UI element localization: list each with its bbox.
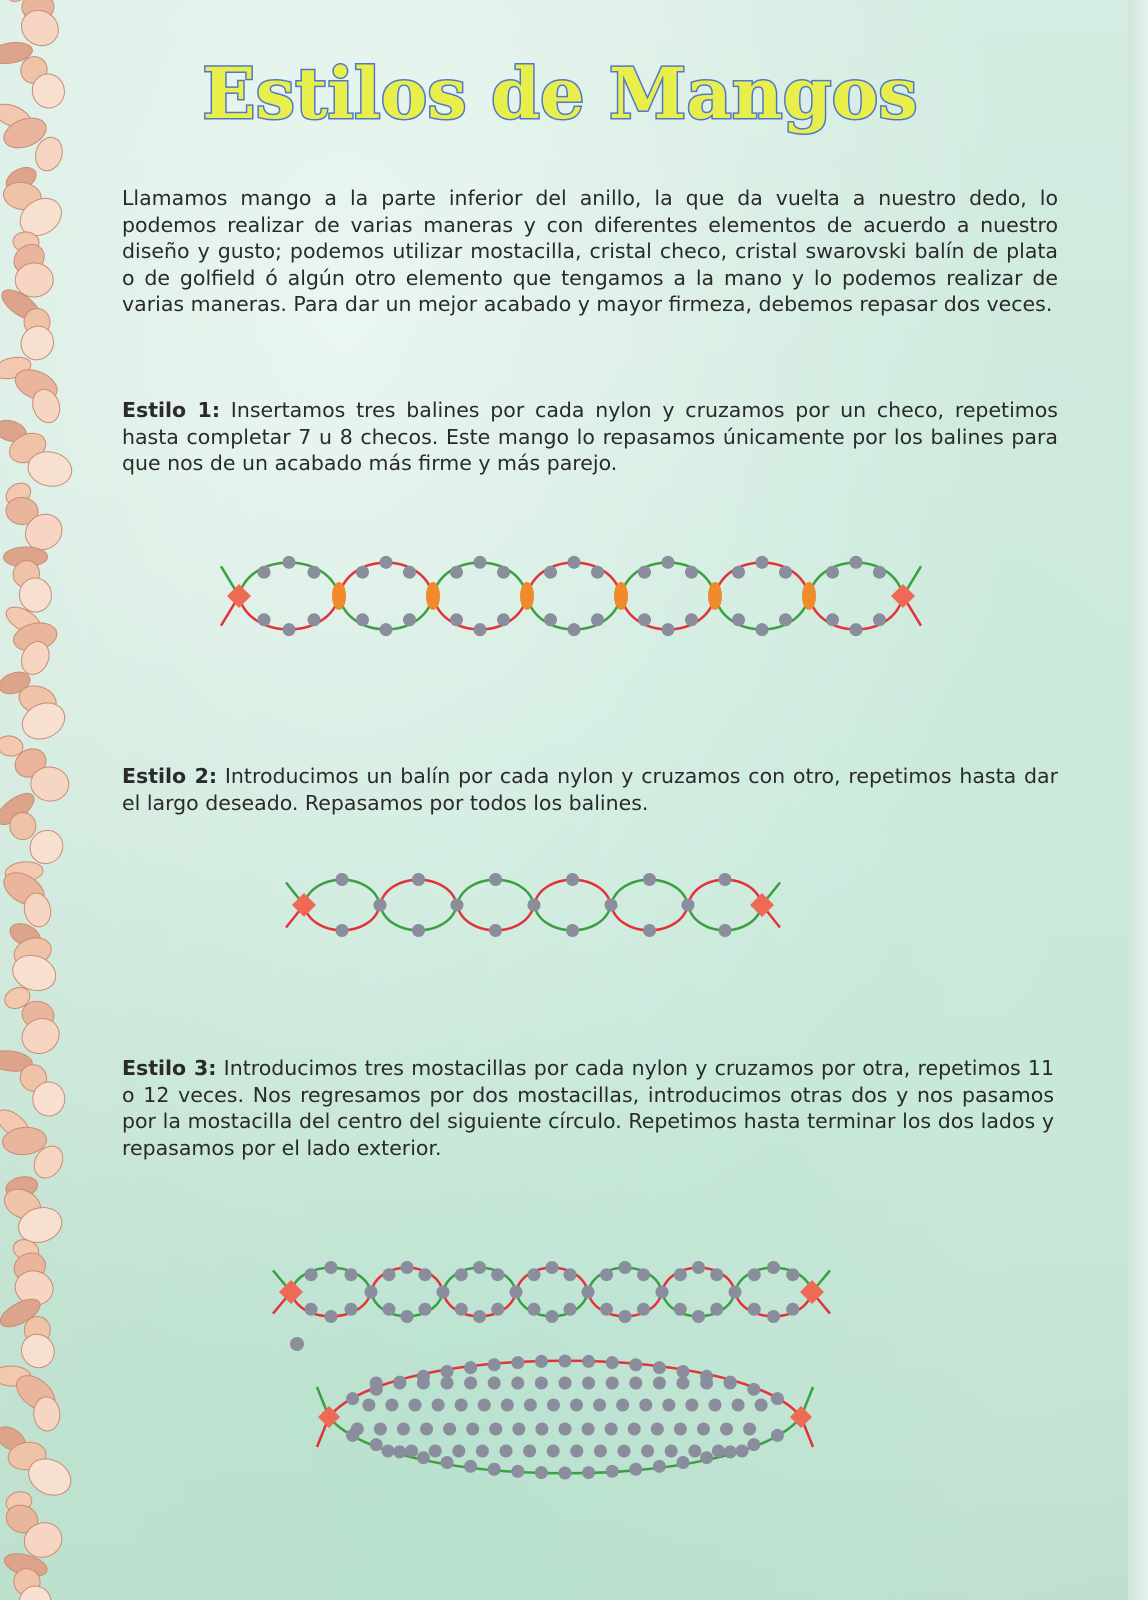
bead <box>401 1310 414 1323</box>
bead <box>512 1423 525 1436</box>
bead <box>677 1377 690 1390</box>
bead <box>464 1377 477 1390</box>
bead <box>345 1303 358 1316</box>
bead <box>403 613 416 626</box>
bead <box>474 623 487 636</box>
bead <box>724 1445 737 1458</box>
bead <box>455 1268 468 1281</box>
bead <box>685 1399 698 1412</box>
bead <box>710 1303 723 1316</box>
bead <box>374 899 387 912</box>
bead <box>755 1399 768 1412</box>
end-crystal <box>292 893 316 917</box>
checo-bead <box>426 582 440 610</box>
bead <box>591 613 604 626</box>
bead <box>786 1268 799 1281</box>
bead <box>606 1465 619 1478</box>
bead <box>464 1460 477 1473</box>
bead <box>405 1445 418 1458</box>
bead <box>600 1268 613 1281</box>
style-3-text: Introducimos tres mostacillas por cada nylon y cruzamos por otra, repetimos 11 o 12 veces. Nos regresamos por dos mostacillas, introducimos otras dos y nos pasamos por la mostacilla del centro del siguiente círculo. Repetimos hasta terminar los dos lados y repasamos por el lado exterior. <box>122 1056 1054 1160</box>
bead <box>651 1423 664 1436</box>
bead <box>441 1377 454 1390</box>
bead <box>700 1451 713 1464</box>
bead <box>290 1337 304 1351</box>
bead <box>692 1261 705 1274</box>
bead <box>616 1399 629 1412</box>
bead <box>582 1377 595 1390</box>
bead <box>732 1399 745 1412</box>
bead <box>455 1399 468 1412</box>
bead <box>873 613 886 626</box>
bead <box>756 623 769 636</box>
bead <box>535 1377 548 1390</box>
bead <box>700 1377 713 1390</box>
bead <box>380 623 393 636</box>
bead <box>500 1445 513 1458</box>
bead <box>336 873 349 886</box>
bead <box>568 556 581 569</box>
bead <box>419 1303 432 1316</box>
bead <box>488 1463 501 1476</box>
bead <box>674 1423 687 1436</box>
bead <box>380 556 393 569</box>
bead <box>688 1445 701 1458</box>
bead <box>736 1445 749 1458</box>
bead <box>677 1456 690 1469</box>
bead <box>641 1445 654 1458</box>
bead <box>682 899 695 912</box>
bead <box>546 1261 559 1274</box>
bead <box>365 1286 378 1299</box>
style-1-text: Insertamos tres balines por cada nylon y cruzamos por un checo, repetimos hasta completar 7 u 8 checos. Este mango lo repasamos únicamente por los balines para que nos de un acabado más firme y más parejo. <box>122 398 1058 475</box>
bead <box>618 1445 631 1458</box>
style-1-label: Estilo 1: <box>122 398 221 422</box>
bead <box>674 1268 687 1281</box>
bead <box>665 1445 678 1458</box>
bead <box>708 1399 721 1412</box>
bead <box>582 1423 595 1436</box>
bead <box>743 1423 756 1436</box>
bead <box>643 873 656 886</box>
bead <box>346 1392 359 1405</box>
bead <box>510 1286 523 1299</box>
bead <box>767 1261 780 1274</box>
bead <box>511 1377 524 1390</box>
bead <box>719 873 732 886</box>
bead <box>546 1310 559 1323</box>
bead <box>401 1261 414 1274</box>
bead <box>489 924 502 937</box>
style-3-diagram-chain <box>273 1261 830 1351</box>
bead <box>732 613 745 626</box>
bead <box>710 1268 723 1281</box>
bead <box>308 613 321 626</box>
bead <box>712 1445 725 1458</box>
bead <box>544 613 557 626</box>
intro-paragraph: Llamamos mango a la parte inferior del anillo, la que da vuelta a nuestro dedo, lo podemos realizar de varias maneras y con diferentes elementos de acuerdo a nuestro diseño y gusto; podemos utilizar mostacilla, cristal checo, cristal swarovski balín de plata o de golfield ó algún otro elemento que tengamos a la mano y lo podemos realizar de varias maneras. Para dar un mejor acabado y mayor firmeza, debemos repasar dos veces. <box>122 186 1058 316</box>
checo-bead <box>802 582 816 610</box>
bead <box>724 1377 737 1390</box>
bead <box>258 613 271 626</box>
bead <box>370 1438 383 1451</box>
style-2-label: Estilo 2: <box>122 764 218 788</box>
bead <box>662 623 675 636</box>
bead <box>653 1377 666 1390</box>
checo-bead <box>520 582 534 610</box>
bead <box>528 1303 541 1316</box>
style-3-diagram-band <box>317 1355 813 1480</box>
bead <box>528 1268 541 1281</box>
bead <box>656 1286 669 1299</box>
bead <box>591 566 604 579</box>
bead <box>685 613 698 626</box>
end-crystal <box>750 893 774 917</box>
bead <box>653 1361 666 1374</box>
bead <box>528 899 541 912</box>
bead <box>511 1356 524 1369</box>
bead <box>336 924 349 937</box>
bead <box>443 1423 456 1436</box>
bead <box>748 1303 761 1316</box>
bead <box>464 1361 477 1374</box>
bead <box>771 1429 784 1442</box>
bead <box>351 1423 364 1436</box>
bead <box>305 1303 318 1316</box>
bead <box>619 1310 632 1323</box>
bead <box>568 623 581 636</box>
bead <box>441 1365 454 1378</box>
bead <box>747 1383 760 1396</box>
bead <box>582 1286 595 1299</box>
bead <box>511 1465 524 1478</box>
bead <box>325 1261 338 1274</box>
bead <box>559 1355 572 1368</box>
bead <box>674 1303 687 1316</box>
bead <box>455 1303 468 1316</box>
bead <box>582 1466 595 1479</box>
bead <box>356 613 369 626</box>
bead <box>771 1392 784 1405</box>
bead <box>362 1399 375 1412</box>
style-2-text: Introducimos un balín por cada nylon y cruzamos con otro, repetimos hasta dar el largo deseado. Repasamos por todos los balines. <box>122 764 1058 815</box>
bead <box>566 924 579 937</box>
bead <box>417 1377 430 1390</box>
bead <box>719 924 732 937</box>
bead <box>570 1445 583 1458</box>
bead <box>345 1268 358 1281</box>
bead <box>826 613 839 626</box>
bead <box>600 1303 613 1316</box>
bead <box>432 1399 445 1412</box>
bead <box>535 1466 548 1479</box>
bead <box>748 1268 761 1281</box>
bead <box>606 1377 619 1390</box>
style-1-diagram <box>221 556 921 636</box>
bead <box>450 566 463 579</box>
bead <box>491 1268 504 1281</box>
bead <box>409 1399 422 1412</box>
bead <box>628 1423 641 1436</box>
bead <box>370 1377 383 1390</box>
bead <box>420 1423 433 1436</box>
bead <box>535 1423 548 1436</box>
page-edge <box>1128 0 1148 1600</box>
bead <box>637 1303 650 1316</box>
bead <box>850 623 863 636</box>
bead <box>570 1399 583 1412</box>
bead <box>466 1423 479 1436</box>
bead <box>476 1445 489 1458</box>
bead <box>535 1355 548 1368</box>
bead <box>767 1310 780 1323</box>
checo-bead <box>708 582 722 610</box>
bead <box>692 1310 705 1323</box>
bead <box>629 1358 642 1371</box>
bead <box>397 1423 410 1436</box>
bead <box>594 1445 607 1458</box>
bead <box>559 1467 572 1480</box>
bead <box>559 1423 572 1436</box>
bead <box>559 1377 572 1390</box>
bead <box>593 1399 606 1412</box>
bead <box>501 1399 514 1412</box>
bead <box>779 566 792 579</box>
bead <box>662 1399 675 1412</box>
bead <box>873 566 886 579</box>
bead <box>419 1268 432 1281</box>
bead <box>629 1377 642 1390</box>
bead <box>732 566 745 579</box>
checo-bead <box>614 582 628 610</box>
bead <box>437 1286 450 1299</box>
bead <box>786 1303 799 1316</box>
bead <box>729 1286 742 1299</box>
bead <box>429 1445 442 1458</box>
bead <box>720 1423 733 1436</box>
bead <box>488 1377 501 1390</box>
bead <box>488 1358 501 1371</box>
bead <box>606 1356 619 1369</box>
bead <box>779 613 792 626</box>
bead <box>605 1423 618 1436</box>
bead <box>637 1268 650 1281</box>
bead <box>489 1423 502 1436</box>
bead <box>283 556 296 569</box>
bead <box>643 924 656 937</box>
bead <box>497 566 510 579</box>
bead <box>639 1399 652 1412</box>
bead <box>524 1399 537 1412</box>
bead <box>826 566 839 579</box>
bead <box>474 556 487 569</box>
bead <box>629 1463 642 1476</box>
bead <box>374 1423 387 1436</box>
checo-bead <box>332 582 346 610</box>
bead <box>564 1303 577 1316</box>
bead <box>385 1399 398 1412</box>
bead <box>412 873 425 886</box>
title-text: Estilos de Mangos <box>202 52 918 135</box>
end-crystal <box>227 584 251 608</box>
bead <box>547 1399 560 1412</box>
bead <box>412 924 425 937</box>
bead <box>756 556 769 569</box>
style-2-diagram <box>286 873 780 937</box>
bead <box>356 566 369 579</box>
bead <box>523 1445 536 1458</box>
bead <box>393 1445 406 1458</box>
bead <box>544 566 557 579</box>
bead <box>653 1460 666 1473</box>
bead <box>685 566 698 579</box>
bead <box>258 566 271 579</box>
bead <box>382 1445 395 1458</box>
bead <box>325 1310 338 1323</box>
end-crystal <box>891 584 915 608</box>
bead <box>677 1365 690 1378</box>
bead <box>566 873 579 886</box>
bead <box>547 1445 560 1458</box>
bead <box>619 1261 632 1274</box>
bead <box>417 1451 430 1464</box>
bead <box>383 1303 396 1316</box>
bead <box>283 623 296 636</box>
bead <box>452 1445 465 1458</box>
bead <box>497 613 510 626</box>
bead <box>850 556 863 569</box>
bead <box>564 1268 577 1281</box>
bead <box>489 873 502 886</box>
bead <box>478 1399 491 1412</box>
bead <box>451 899 464 912</box>
bead <box>638 566 651 579</box>
bead <box>305 1268 318 1281</box>
bead <box>450 613 463 626</box>
bead <box>473 1261 486 1274</box>
bead <box>638 613 651 626</box>
bead <box>582 1355 595 1368</box>
bead <box>403 566 416 579</box>
bead <box>473 1310 486 1323</box>
style-3-label: Estilo 3: <box>122 1056 217 1080</box>
bead <box>491 1303 504 1316</box>
bead <box>662 556 675 569</box>
bead <box>383 1268 396 1281</box>
bead <box>393 1377 406 1390</box>
bead <box>441 1456 454 1469</box>
bead <box>308 566 321 579</box>
bead <box>605 899 618 912</box>
bead <box>697 1423 710 1436</box>
bead <box>747 1438 760 1451</box>
